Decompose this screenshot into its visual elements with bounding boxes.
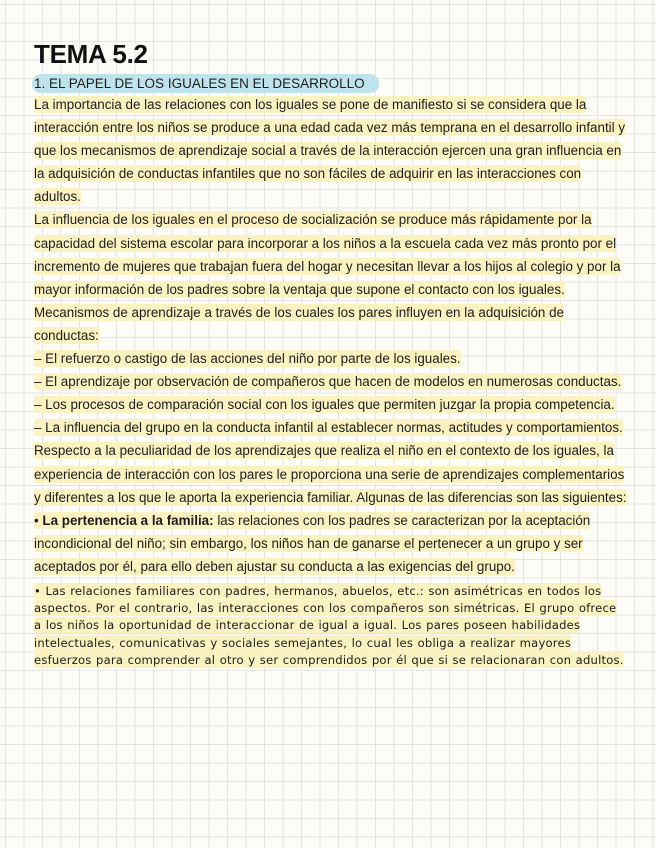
- list-item: [34, 416, 628, 439]
- notes-page: [34, 38, 628, 669]
- paragraph-socialization: [34, 208, 628, 300]
- paragraph-mechanisms: [34, 301, 628, 347]
- bullet-family-label: La pertenencia a la familia:: [42, 512, 214, 528]
- paragraph-peculiarity: [34, 439, 628, 508]
- bullet-marker: •: [34, 512, 43, 528]
- list-item: [34, 347, 628, 370]
- list-item-text: – Los procesos de comparación social con los iguales que permiten juzgar la propia competencia.: [34, 397, 615, 413]
- page-title: TEMA 5.2: [34, 39, 148, 69]
- section-heading-wrapper: [34, 74, 628, 93]
- paragraph-peculiarity-text: Respecto a la peculiaridad de los aprendizajes que realiza el niño en el contexto de los iguales, la experiencia de interacción con los pares le proporciona una serie de aprendizajes complementarios y diferentes a los que le aporta la experiencia familiar. Algunas de las diferencias son las siguientes:: [34, 443, 627, 505]
- list-item-text: – El aprendizaje por observación de compañeros que hacen de modelos en numerosas conductas.: [34, 374, 622, 390]
- paragraph-importance-text: La importancia de las relaciones con los iguales se pone de manifiesto si se considera que la interacción entre los niños se produce a una edad cada vez más temprana en el desarrollo infantil y que los mecanismos de aprendizaje social a través de la interacción ejercen una gran influencia en la adquisición de conductas infantiles que no son fáciles de adquirir en las interacciones con adultos.: [34, 97, 626, 205]
- list-item-text: – El refuerzo o castigo de las acciones del niño por parte de los iguales.: [34, 351, 461, 367]
- bullet-relations-text: • Las relaciones familiares con padres, hermanos, abuelos, etc.: son asimétricas en todos los aspectos. Por el contrario, las interacciones con los compañeros son simétricas. El grupo ofrece a los niños la oportunidad de interaccionar de igual a igual. Los pares poseen habilidades intelectuales, comunicativas y sociales semejantes, lo cual les obliga a realizar mayores esfuerzos para comprender al otro y ser comprendidos por él que si se relacionaran con adultos.: [34, 583, 624, 667]
- section-heading: 1. EL PAPEL DE LOS IGUALES EN EL DESARROLLO: [32, 74, 379, 93]
- bullet-family-relations: [34, 583, 628, 669]
- list-item: [34, 393, 628, 416]
- paragraph-importance: [34, 93, 628, 208]
- bullet-family-text: las relaciones con los padres se caracterizan por la aceptación incondicional del niño; sin embargo, los niños han de ganarse el pertenecer a un grupo y ser aceptados por él, para ello deben ajustar su conducta a las exigencias del grupo.: [34, 512, 591, 574]
- paragraph-socialization-text: La influencia de los iguales en el proceso de socialización se produce más rápidamente por la capacidad del sistema escolar para incorporar a los niños a la escuela cada vez más pronto por el incremento de mujeres que trabajan fuera del hogar y necesitan llevar a los hijos al colegio y por la mayor información de los padres sobre la ventaja que supone el contacto con los iguales.: [34, 212, 621, 297]
- list-item-text: – La influencia del grupo en la conducta infantil al establecer normas, actitudes y comportamientos.: [34, 420, 623, 436]
- bullet-family-belonging: [34, 509, 628, 578]
- paragraph-mechanisms-text: Mecanismos de aprendizaje a través de los cuales los pares influyen en la adquisición de conductas:: [34, 304, 564, 343]
- list-item: [34, 370, 628, 393]
